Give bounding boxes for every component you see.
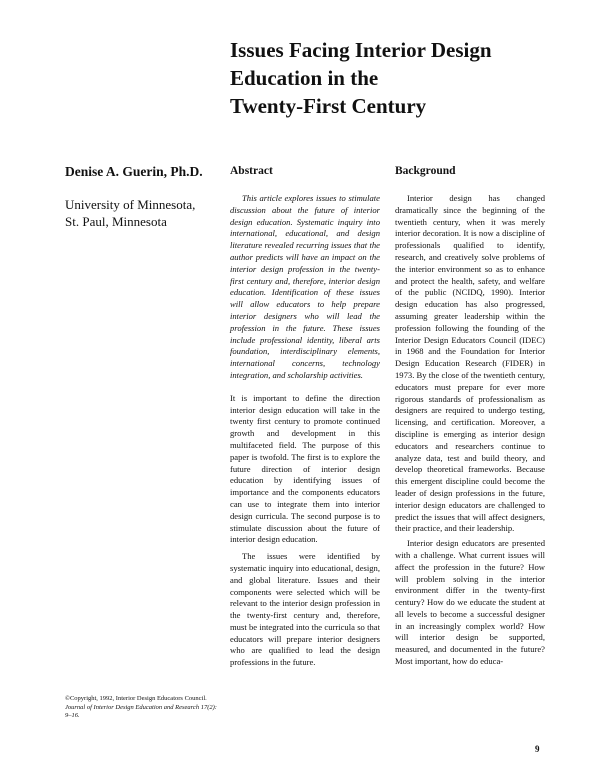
affiliation-line-2: St. Paul, Minnesota bbox=[65, 214, 167, 229]
title-line-3: Twenty-First Century bbox=[230, 94, 427, 118]
footnote-journal: Journal of Interior Design Education and Research 17(2): 9–16. bbox=[65, 703, 217, 719]
abstract-text: This article explores issues to stimulate discussion about the future of interior design education. Systematic inquiry into international, educational, and design literature revealed recurring issues that the author predicts will have an impact on the interior design profession in the twenty-first century and, therefore, interior design education. Identification of these issues will allow educators to help prepare interior designers who will lead the profession in the future. These issues include professional identity, liberal arts foundation, interdisciplinary elements, international concerns, technology integration, and scholarship activities. bbox=[230, 193, 380, 380]
copyright-footnote bbox=[65, 695, 220, 721]
intro-paragraph-1: It is important to define the direction interior design education will take in the twenty first century to promote continued growth and development in this multifaceted field. The purpose of this paper is twofold. The first is to explore the future direction of interior design education by identifying issues of importance and the components educators can use to integrate them into interior design curricula. The second purpose is to stimulate discussion about the future of interior design education. bbox=[230, 392, 380, 545]
background-paragraph-2: Interior design educators are presented with a challenge. What current issues will affect the profession in the future? How will problem solving in the interior environment differ in the twenty-first century? How do we educate the student at all levels to become a successful designer in an increasingly complex world? How will interior design be supported, measured, and documented in the future? Most important, how do educa- bbox=[395, 538, 545, 667]
author-name: Denise A. Guerin, Ph.D. bbox=[65, 164, 203, 179]
affiliation-line-1: University of Minnesota, bbox=[65, 197, 196, 212]
footnote-copyright: ©Copyright, 1992, Interior Design Educators Council. bbox=[65, 695, 207, 702]
abstract-heading: Abstract bbox=[230, 165, 273, 177]
page-number: 9 bbox=[535, 744, 540, 754]
author-affiliation bbox=[65, 196, 225, 230]
right-column bbox=[395, 193, 545, 668]
intro-paragraph-2: The issues were identified by systematic inquiry into educational, design, and global literature. Issues and their components were selected which will be relevant to the interior design profession in the twenty-first century and, therefore, must be integrated into the curricula so that educators will prepare interior designers who are qualified to lead the design professions in the future. bbox=[230, 551, 380, 668]
title-line-2: Education in the bbox=[230, 66, 379, 90]
middle-column bbox=[230, 193, 380, 669]
title-line-1: Issues Facing Interior Design bbox=[230, 38, 492, 62]
article-title bbox=[230, 36, 560, 120]
background-paragraph-1: Interior design has changed dramatically since the beginning of the twentieth century, when it was merely interior decoration. It is now a discipline of professionals qualified to identify, research, and creatively solve problems of the interior environment so as to enhance and protect the health, safety, and welfare of the public (NCIDQ, 1990). Interior design education has also progressed, assuming greater leadership within the profession following the founding of the Interior Design Educators Council (IDEC) in 1968 and the Foundation for Interior Design Education Research (FIDER) in 1973. By the close of the twentieth century, educators must prepare for ever more rigorous standards of professionalism as designers are required to undergo testing, licensing, and certification. Moreover, a discipline is emerging as interior design educators and researchers continue to analyze data, test and build theory, and develop theoretical frameworks. Because this emergent discipline could become the leader of design professions in the future, interior design educators are challenged to predict the issues that will affect designers, their practice, and their leadership. bbox=[395, 193, 545, 534]
background-heading: Background bbox=[395, 165, 456, 177]
